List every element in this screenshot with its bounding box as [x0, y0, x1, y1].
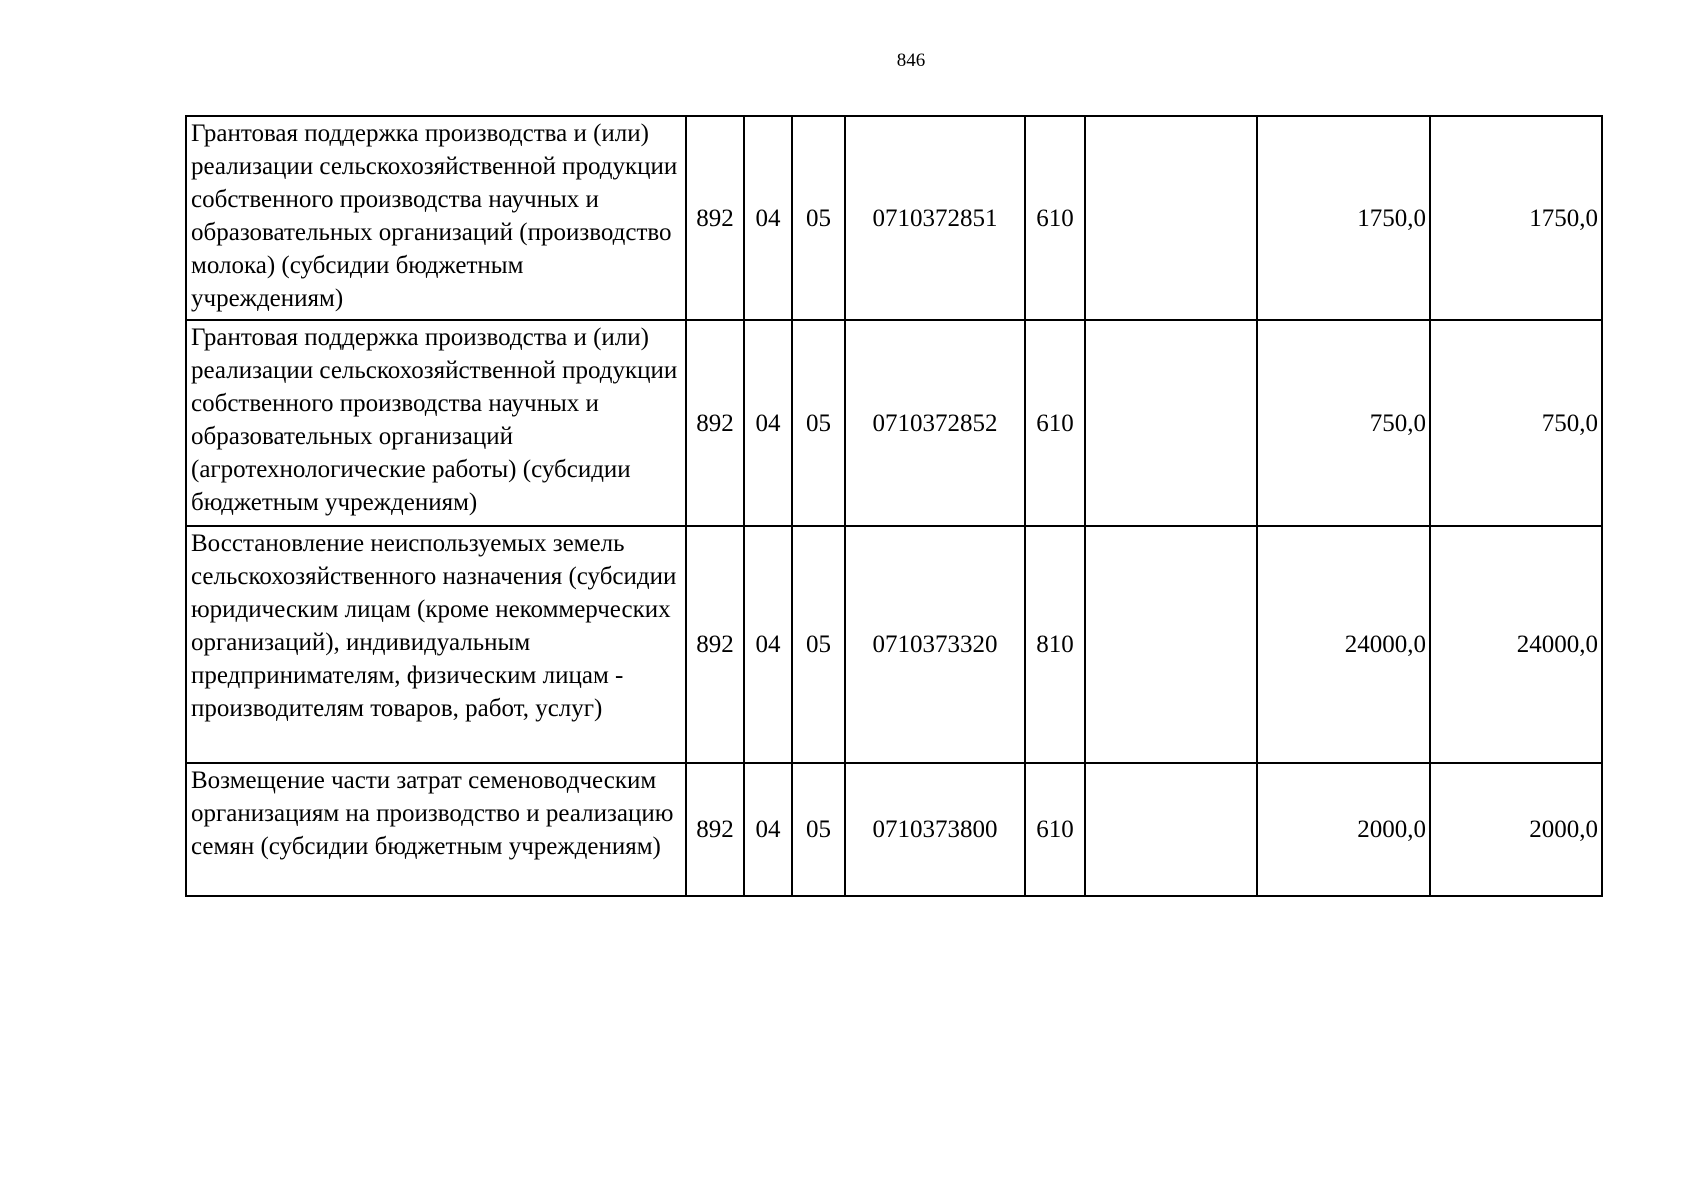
section-cell: 04: [744, 763, 792, 896]
table-row: [186, 526, 1602, 763]
amount-1-cell: 24000,0: [1257, 526, 1430, 763]
page-number: 846: [896, 50, 926, 71]
ministry-code-cell: 892: [686, 116, 744, 320]
amount-extra-cell: [1085, 116, 1257, 320]
table-row: [186, 320, 1602, 526]
ministry-code-cell: 892: [686, 526, 744, 763]
target-article-cell: 0710373800: [845, 763, 1025, 896]
amount-2-cell: 1750,0: [1430, 116, 1602, 320]
row-name-cell: Грантовая поддержка производства и (или) реализации сельскохозяйственной продукции собственного производства научных и образовательных организаций (агротехнологические работы) (субсидии бюджетным учреждениям): [186, 320, 686, 526]
target-article-cell: 0710372851: [845, 116, 1025, 320]
ministry-code-cell: 892: [686, 320, 744, 526]
expense-type-cell: 610: [1025, 763, 1085, 896]
amount-1-cell: 2000,0: [1257, 763, 1430, 896]
amount-1-cell: 750,0: [1257, 320, 1430, 526]
subsection-cell: 05: [792, 320, 845, 526]
subsection-cell: 05: [792, 116, 845, 320]
table-row: [186, 763, 1602, 896]
amount-extra-cell: [1085, 320, 1257, 526]
amount-2-cell: 750,0: [1430, 320, 1602, 526]
row-name-cell: Восстановление неиспользуемых земель сельскохозяйственного назначения (субсидии юридическим лицам (кроме некоммерческих организаций), индивидуальным предпринимателям, физическим лицам - производителям товаров, работ, услуг): [186, 526, 686, 763]
subsection-cell: 05: [792, 763, 845, 896]
table-row: [186, 116, 1602, 320]
section-cell: 04: [744, 526, 792, 763]
target-article-cell: 0710373320: [845, 526, 1025, 763]
target-article-cell: 0710372852: [845, 320, 1025, 526]
subsection-cell: 05: [792, 526, 845, 763]
budget-table: [185, 115, 1603, 897]
expense-type-cell: 810: [1025, 526, 1085, 763]
ministry-code-cell: 892: [686, 763, 744, 896]
amount-extra-cell: [1085, 526, 1257, 763]
amount-1-cell: 1750,0: [1257, 116, 1430, 320]
expense-type-cell: 610: [1025, 116, 1085, 320]
section-cell: 04: [744, 320, 792, 526]
section-cell: 04: [744, 116, 792, 320]
amount-2-cell: 24000,0: [1430, 526, 1602, 763]
expense-type-cell: 610: [1025, 320, 1085, 526]
amount-2-cell: 2000,0: [1430, 763, 1602, 896]
row-name-cell: Возмещение части затрат семеноводческим организациям на производство и реализацию семян (субсидии бюджетным учреждениям): [186, 763, 686, 896]
amount-extra-cell: [1085, 763, 1257, 896]
row-name-cell: Грантовая поддержка производства и (или) реализации сельскохозяйственной продукции собственного производства научных и образовательных организаций (производство молока) (субсидии бюджетным учреждениям): [186, 116, 686, 320]
